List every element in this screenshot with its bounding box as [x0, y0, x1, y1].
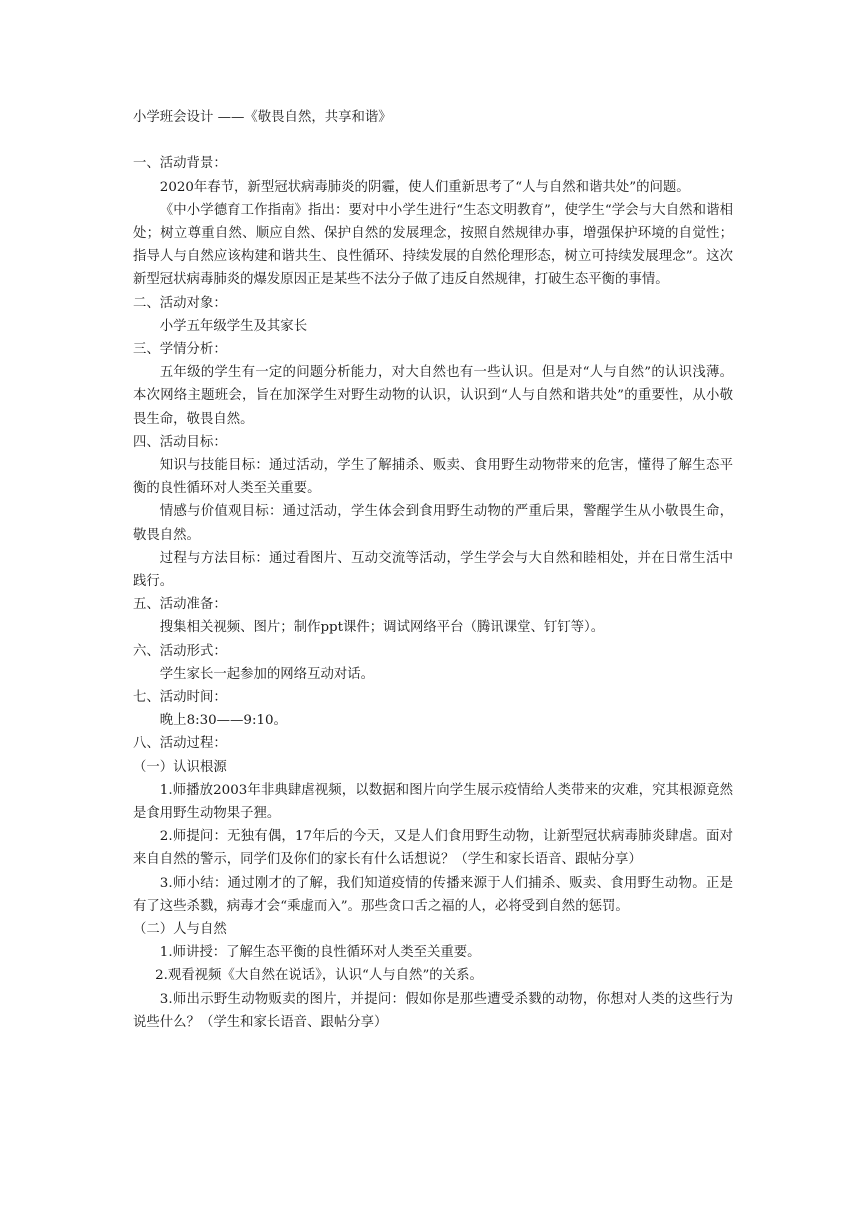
- section-heading-goals: 四、活动目标：: [133, 434, 227, 450]
- process-subheading-1: （一）认识根源: [133, 759, 227, 775]
- process-sub2-paragraph-1: 1.师讲授：了解生态平衡的良性循环对人类至关重要。: [159, 945, 481, 961]
- document-page: [133, 106, 733, 1034]
- goals-paragraph-1: 知识与技能目标：通过活动，学生了解捕杀、贩卖、食用野生动物带来的危害，懂得了解生态平衡的良性循环对人类至关重要。: [133, 458, 733, 497]
- preparation-paragraph: 搜集相关视频、图片；制作ppt课件；调试网络平台（腾讯课堂、钉钉等）。: [159, 620, 605, 636]
- process-sub1-paragraph-1: 1.师播放2003年非典肆虐视频，以数据和图片向学生展示疫情给人类带来的灾难，究其根源竟然是食用野生动物果子狸。: [133, 782, 733, 822]
- section-heading-preparation: 五、活动准备：: [133, 597, 227, 613]
- section-heading-target: 二、活动对象：: [133, 295, 227, 311]
- analysis-paragraph: 五年级的学生有一定的问题分析能力，对大自然也有一些认识。但是对“人与自然”的认识浅薄。本次网络主题班会，旨在加深学生对野生动物的认识，认识到“人与自然和谐共处”的重要性，从小敬畏生命，敬畏自然。: [133, 365, 733, 427]
- target-paragraph: 小学五年级学生及其家长: [159, 318, 308, 334]
- section-heading-process: 八、活动过程：: [133, 736, 227, 752]
- document-title: 小学班会设计 ——《敬畏自然，共享和谐》: [133, 110, 392, 125]
- blank-line: [133, 129, 733, 152]
- process-subheading-2: （二）人与自然: [133, 922, 227, 938]
- goals-paragraph-2: 情感与价值观目标：通过活动，学生体会到食用野生动物的严重后果，警醒学生从小敬畏生命，敬畏自然。: [133, 504, 733, 543]
- section-heading-time: 七、活动时间：: [133, 690, 227, 706]
- process-sub2-paragraph-2: 2.观看视频《大自然在说话》，认识“人与自然”的关系。: [155, 968, 483, 984]
- background-paragraph-1: 2020年春节，新型冠状病毒肺炎的阴霾，使人们重新思考了“人与自然和谐共处”的问题。: [159, 179, 690, 195]
- section-heading-format: 六、活动形式：: [133, 643, 227, 659]
- process-sub1-paragraph-3: 3.师小结：通过刚才的了解，我们知道疫情的传播来源于人们捕杀、贩卖、食用野生动物。正是有了这些杀戮，病毒才会“乘虚而入”。那些贪口舌之福的人，必将受到自然的惩罚。: [133, 875, 733, 914]
- background-paragraph-2: 《中小学德育工作指南》指出：要对中小学生进行“生态文明教育”，使学生“学会与大自然和谐相处；树立尊重自然、顺应自然、保护自然的发展理念，按照自然规律办事，增强保护环境的自觉性；指导人与自然应该构建和谐共生、良性循环、持续发展的自然伦理形态，树立可持续发展理念”。这次新型冠状病毒肺炎的爆发原因正是某些不法分子做了违反自然规律，打破生态平衡的事情。: [133, 202, 733, 288]
- section-heading-analysis: 三、学情分析：: [133, 342, 227, 357]
- goals-paragraph-3: 过程与方法目标：通过看图片、互动交流等活动，学生学会与大自然和睦相处，并在日常生活中践行。: [133, 550, 733, 590]
- format-paragraph: 学生家长一起参加的网络互动对话。: [159, 666, 375, 682]
- time-paragraph: 晚上8:30——9:10。: [159, 713, 287, 729]
- process-sub1-paragraph-2: 2.师提问：无独有偶，17年后的今天，又是人们食用野生动物，让新型冠状病毒肺炎肆虐。面对来自自然的警示，同学们及你们的家长有什么话想说？（学生和家长语音、跟帖分享）: [133, 829, 733, 868]
- section-heading-background: 一、活动背景：: [133, 156, 227, 172]
- process-sub2-paragraph-3: 3.师出示野生动物贩卖的图片，并提问：假如你是那些遭受杀戮的动物，你想对人类的这些行为说些什么？（学生和家长语音、跟帖分享）: [133, 991, 733, 1030]
